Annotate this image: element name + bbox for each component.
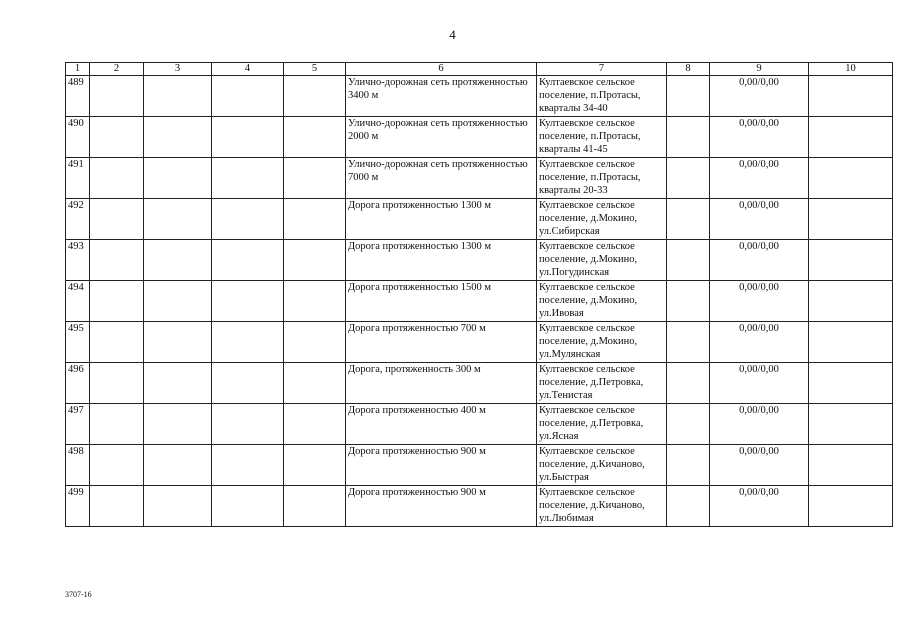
empty-cell [212, 281, 284, 322]
row-number: 489 [66, 76, 90, 117]
empty-cell [667, 240, 710, 281]
row-number: 491 [66, 158, 90, 199]
empty-cell [90, 363, 144, 404]
empty-cell [144, 322, 212, 363]
empty-cell [809, 117, 893, 158]
empty-cell [144, 158, 212, 199]
object-location: Култаевское сельское поселение, д.Мокино, ул.Ивовая [537, 281, 667, 322]
empty-cell [284, 445, 346, 486]
object-location: Култаевское сельское поселение, п.Протасы, кварталы 20-33 [537, 158, 667, 199]
empty-cell [809, 445, 893, 486]
empty-cell [212, 322, 284, 363]
table-row [66, 117, 893, 158]
empty-cell [284, 76, 346, 117]
empty-cell [667, 199, 710, 240]
table-row [66, 404, 893, 445]
empty-cell [90, 158, 144, 199]
empty-cell [809, 281, 893, 322]
empty-cell [284, 117, 346, 158]
row-number: 495 [66, 322, 90, 363]
row-number: 494 [66, 281, 90, 322]
object-location: Култаевское сельское поселение, д.Кичаново, ул.Любимая [537, 486, 667, 527]
object-name: Дорога протяженностью 1300 м [346, 199, 537, 240]
row-number: 497 [66, 404, 90, 445]
empty-cell [212, 363, 284, 404]
footer-code: 3707-16 [65, 590, 92, 599]
empty-cell [212, 486, 284, 527]
empty-cell [667, 281, 710, 322]
empty-cell [667, 486, 710, 527]
object-value: 0,00/0,00 [710, 445, 809, 486]
object-value: 0,00/0,00 [710, 199, 809, 240]
empty-cell [284, 363, 346, 404]
object-value: 0,00/0,00 [710, 117, 809, 158]
empty-cell [90, 486, 144, 527]
row-number: 498 [66, 445, 90, 486]
empty-cell [90, 404, 144, 445]
empty-cell [144, 199, 212, 240]
column-header: 4 [212, 63, 284, 76]
object-value: 0,00/0,00 [710, 76, 809, 117]
table-row [66, 363, 893, 404]
empty-cell [144, 76, 212, 117]
table-row [66, 199, 893, 240]
empty-cell [144, 404, 212, 445]
empty-cell [212, 445, 284, 486]
object-name: Дорога протяженностью 400 м [346, 404, 537, 445]
empty-cell [667, 76, 710, 117]
empty-cell [284, 158, 346, 199]
object-value: 0,00/0,00 [710, 322, 809, 363]
object-name: Улично-дорожная сеть протяженностью 7000 м [346, 158, 537, 199]
object-location: Култаевское сельское поселение, д.Петровка, ул.Тенистая [537, 363, 667, 404]
column-header: 6 [346, 63, 537, 76]
empty-cell [284, 281, 346, 322]
object-location: Култаевское сельское поселение, д.Мокино, ул.Мулянская [537, 322, 667, 363]
object-location: Култаевское сельское поселение, п.Протасы, кварталы 34-40 [537, 76, 667, 117]
column-header: 7 [537, 63, 667, 76]
table-row [66, 322, 893, 363]
column-header: 3 [144, 63, 212, 76]
empty-cell [212, 240, 284, 281]
object-location: Култаевское сельское поселение, д.Мокино, ул.Погудинская [537, 240, 667, 281]
empty-cell [284, 322, 346, 363]
empty-cell [90, 117, 144, 158]
header-row [66, 63, 893, 76]
table-row [66, 240, 893, 281]
empty-cell [809, 199, 893, 240]
empty-cell [667, 445, 710, 486]
object-value: 0,00/0,00 [710, 363, 809, 404]
empty-cell [212, 404, 284, 445]
column-header: 2 [90, 63, 144, 76]
row-number: 490 [66, 117, 90, 158]
object-name: Улично-дорожная сеть протяженностью 2000 м [346, 117, 537, 158]
empty-cell [809, 76, 893, 117]
empty-cell [90, 445, 144, 486]
empty-cell [809, 158, 893, 199]
empty-cell [144, 363, 212, 404]
object-name: Дорога протяженностью 1500 м [346, 281, 537, 322]
empty-cell [144, 486, 212, 527]
empty-cell [144, 445, 212, 486]
empty-cell [809, 322, 893, 363]
empty-cell [90, 240, 144, 281]
empty-cell [809, 486, 893, 527]
empty-cell [212, 117, 284, 158]
object-value: 0,00/0,00 [710, 404, 809, 445]
column-header: 8 [667, 63, 710, 76]
table-row [66, 486, 893, 527]
empty-cell [144, 117, 212, 158]
table-row [66, 281, 893, 322]
empty-cell [667, 322, 710, 363]
object-location: Култаевское сельское поселение, д.Кичаново, ул.Быстрая [537, 445, 667, 486]
empty-cell [284, 486, 346, 527]
empty-cell [90, 322, 144, 363]
row-number: 493 [66, 240, 90, 281]
object-value: 0,00/0,00 [710, 240, 809, 281]
empty-cell [667, 363, 710, 404]
column-header: 5 [284, 63, 346, 76]
empty-cell [809, 404, 893, 445]
object-value: 0,00/0,00 [710, 281, 809, 322]
empty-cell [212, 76, 284, 117]
empty-cell [144, 240, 212, 281]
empty-cell [809, 363, 893, 404]
empty-cell [809, 240, 893, 281]
empty-cell [144, 281, 212, 322]
object-name: Улично-дорожная сеть протяженностью 3400 м [346, 76, 537, 117]
object-value: 0,00/0,00 [710, 158, 809, 199]
empty-cell [667, 158, 710, 199]
empty-cell [90, 76, 144, 117]
empty-cell [90, 199, 144, 240]
object-location: Култаевское сельское поселение, п.Протасы, кварталы 41-45 [537, 117, 667, 158]
table-row [66, 445, 893, 486]
object-name: Дорога протяженностью 700 м [346, 322, 537, 363]
object-value: 0,00/0,00 [710, 486, 809, 527]
empty-cell [212, 158, 284, 199]
empty-cell [212, 199, 284, 240]
empty-cell [90, 281, 144, 322]
object-location: Култаевское сельское поселение, д.Петровка, ул.Ясная [537, 404, 667, 445]
column-header: 10 [809, 63, 893, 76]
object-name: Дорога протяженностью 900 м [346, 486, 537, 527]
empty-cell [284, 199, 346, 240]
empty-cell [284, 240, 346, 281]
empty-cell [667, 404, 710, 445]
row-number: 496 [66, 363, 90, 404]
object-name: Дорога протяженностью 1300 м [346, 240, 537, 281]
object-name: Дорога, протяженность 300 м [346, 363, 537, 404]
registry-table [65, 62, 893, 527]
object-name: Дорога протяженностью 900 м [346, 445, 537, 486]
empty-cell [284, 404, 346, 445]
empty-cell [667, 117, 710, 158]
row-number: 492 [66, 199, 90, 240]
table-row [66, 158, 893, 199]
table-row [66, 76, 893, 117]
column-header: 9 [710, 63, 809, 76]
column-header: 1 [66, 63, 90, 76]
row-number: 499 [66, 486, 90, 527]
object-location: Култаевское сельское поселение, д.Мокино, ул.Сибирская [537, 199, 667, 240]
page-number: 4 [449, 27, 456, 42]
